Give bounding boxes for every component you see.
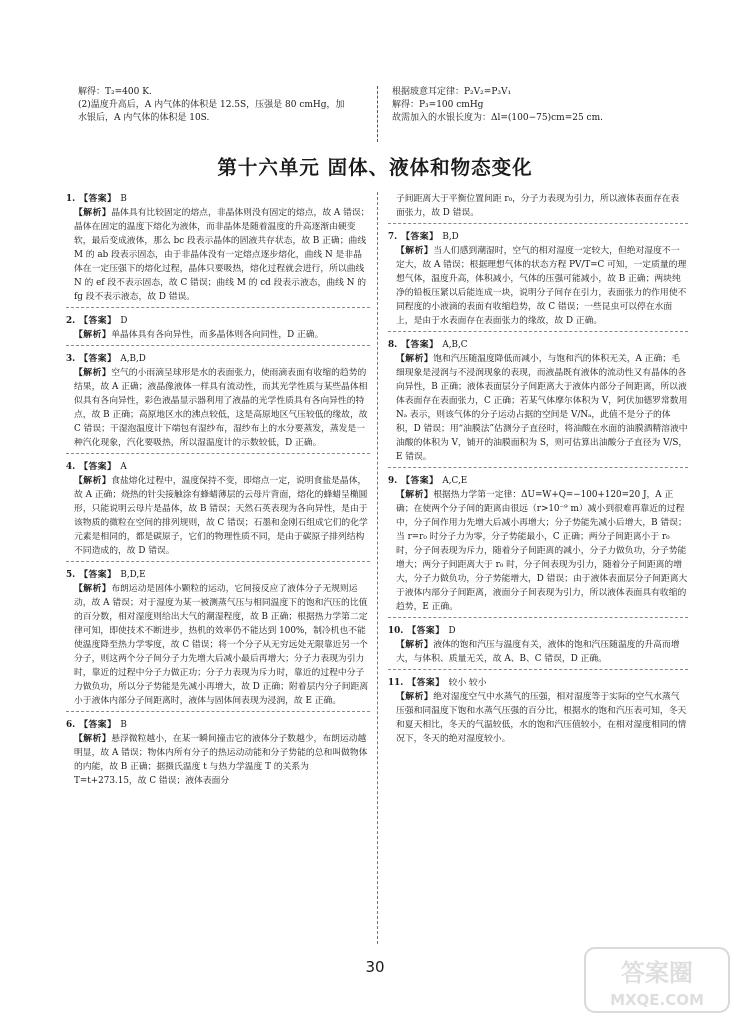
top-left-line: (2)温度升高后，A 内气体的体积是 12.5S，压强是 80 cmHg，加 [78,100,345,111]
watermark-logo-icon [582,945,732,1015]
svg-text:MXQE.COM: MXQE.COM [610,991,704,1009]
item-separator [66,561,370,562]
explanation-tag: 【解析】 [396,692,434,702]
item-number: 5. [66,570,76,580]
explanation-text: 食盐熔化过程中，温度保持不变，即熔点一定，说明食盐是晶体，故 A 正确；烧热的针尖接触涂有蜂蜡薄层的云母片背面，熔化的蜂蜡呈椭圆形，只能说明云母片是晶体，故 B 错误；天然石英表现为各向异性，是由于该物质的微粒在空间的排列规则，故 C 错误；石墨和金刚石组成它们的化学元素是相同的，都是碳原子，它们的物理性质不同，是由于碳原子排列结构不同造成的，故 D 错误。 [74,476,368,556]
answer-item [66,718,370,788]
explanation-tag: 【解析】 [74,208,112,218]
explanation-text: 布朗运动是固体小颗粒的运动，它间接反应了液体分子无规则运动，故 A 错误；对于湿度为某一被测蒸气压与相同温度下的饱和汽压的比值的百分数，相对湿度则给出大气的潮湿程度，故 B 正确；根据热力学第二定律可知，即使技术不断进步，热机的效率仍不能达到 100%，制冷机也不能使温度降至热力学零度，故 C 错误；将一个分子从无穷远处无限靠近另一个分子，则这两个分子间分子力先增大后减小最后再增大；分子力表现为引力时，靠近的过程中分子力做正功；分子力表现为斥力时，靠近的过程中分子力做负功，所以分子势能是先减小再增大，故 D 正确；附着层内分子间距离小于液体内部分子间距离时，液体与固体间表现为浸润，故 E 正确。 [74,584,369,706]
answer-tag: 【答案】 [79,194,117,204]
top-right-line: 解得：P₃=100 cmHg [392,100,484,111]
answer-tag: 【答案】 [79,720,117,730]
answer-item [388,474,688,614]
answer-value: A,C,E [442,476,468,486]
top-right-line: 故需加入的水银长度为：Δl=(100−75)cm=25 cm. [392,113,603,124]
answer-tag: 【答案】 [79,316,117,326]
left-column [66,192,370,788]
explanation-text: 单晶体具有各向异性，而多晶体则各向同性，D 正确。 [111,330,324,340]
top-left-line: 水银后，A 内气体的体积是 10S. [78,113,210,124]
answer-value: D [448,626,456,636]
explanation-tag: 【解析】 [396,354,434,364]
answer-value: D [120,316,128,326]
unit-title: 第十六单元 固体、液体和物态变化 [217,156,533,179]
answer-item [66,352,370,450]
top-left-line: 解得：T₂=400 K. [78,87,152,97]
answer-value: B [120,194,127,204]
answer-tag: 【答案】 [407,678,445,688]
item-separator [388,223,688,224]
explanation-text: 空气的小雨滴呈球形是水的表面张力，使雨滴表面有收缩的趋势的结果，故 A 正确；液晶像液体一样具有流动性，而其光学性质与某些晶体相似具有各向异性，彩色液晶显示器利用了液晶的光学性质具有各向异性的特点，故 B 正确；高原地区水的沸点较低，这是高原地区气压较低的缘故，故 C 错误；干湿泡温度计下端包有湿纱布，湿纱布上的水分要蒸发，蒸发是一种汽化现象，汽化要吸热，所以湿温度计的示数较低，D 正确。 [74,368,368,448]
item-separator [388,617,688,618]
answer-tag: 【答案】 [401,476,439,486]
item-separator [388,669,688,670]
item-number: 6. [66,720,76,730]
explanation-tag: 【解析】 [396,490,434,500]
explanation-text: 液体的饱和汽压与温度有关，液体的饱和汽压随温度的升高而增大，与体积、质量无关，故 A、B、C 错误，D 正确。 [396,640,680,664]
explanation-tag: 【解析】 [74,330,112,340]
top-divider [377,86,378,142]
continued-explanation: 子间距离大于平衡位置间距 r₀，分子力表现为引力，所以液体表面存在表面张力，故 D 错误。 [396,194,680,218]
explanation-tag: 【解析】 [74,734,112,744]
top-left-block [78,86,363,126]
answer-item [388,676,688,746]
item-separator [66,345,370,346]
item-number: 10. [388,626,404,636]
answer-item [66,314,370,342]
answer-item [388,230,688,328]
answer-tag: 【答案】 [401,340,439,350]
explanation-tag: 【解析】 [74,584,112,594]
item-number: 4. [66,462,76,472]
answer-item [66,460,370,558]
explanation-tag: 【解析】 [396,640,434,650]
explanation-text: 晶体具有比较固定的熔点，非晶体则没有固定的熔点，故 A 错误；晶体在固定的温度下熔化为液体，而非晶体是随着温度的升高逐渐由硬变软，最后变成液体，那么 bc 段表示晶体的固液共存状态，故 B 正确；曲线 M 的 ab 段表示固态，由于非晶体没有一定熔点逐步熔化，曲线 N 是非晶体在一定压强下的熔化过程，晶体只要吸热，熔化过程就会进行，所以曲线 N 的 ef 段不表示固态，故 C 错误；曲线 M 的 cd 段表示液态，曲线 N 的 fg 段不表示液态，故 D 错误。 [74,208,370,302]
item-number: 3. [66,354,76,364]
explanation-tag: 【解析】 [74,368,112,378]
item-separator [66,453,370,454]
explanation-text: 悬浮微粒越小，在某一瞬间撞击它的液体分子数越少，布朗运动越明显，故 A 错误；物体内所有分子的热运动动能和分子势能的总和叫做物体的内能，故 B 正确；据摄氏温度 t 与热力学温度 T 的关系为 T=t+273.15，故 C 错误；液体表面分 [74,734,368,786]
item-number: 7. [388,232,398,242]
answer-value: A,B,C [442,340,468,350]
answer-tag: 【答案】 [401,232,439,242]
answer-value: A [120,462,127,472]
top-right-line: 根据玻意耳定律：P₂V₂=P₃V₁ [392,87,512,97]
item-separator [388,331,688,332]
explanation-text: 饱和汽压随温度降低而减小，与饱和汽的体积无关，A 正确；毛细现象是浸润与不浸润现象的表现，而液晶既有液体的流动性又有晶体的各向异性，B 正确；液体表面层分子间距离大于液体内部分子间距离，所以液体表面存在表面张力，C 正确；若某气体摩尔体积为 V，阿伏加德罗常数用 Nₐ 表示，则该气体的分子运动占据的空间是 V/Nₐ，此值不是分子的体积，D 错误；用“油膜法”估测分子直径时，将油酸在水面的油膜酒精溶液中油酸的体积为 V，铺开的油膜面积为 S，则可估算出油酸分子直径为 V/S，E 错误。 [396,354,688,462]
answer-item [66,192,370,304]
answer-item [388,338,688,464]
item-separator [66,711,370,712]
explanation-tag: 【解析】 [74,476,112,486]
answer-value: B [120,720,127,730]
svg-text:答案圈: 答案圈 [621,959,693,987]
column-divider [377,192,378,944]
answer-tag: 【答案】 [79,462,117,472]
page-number: 30 [365,958,385,976]
answer-value: B,D,E [120,570,146,580]
item-number: 2. [66,316,76,326]
item-number: 9. [388,476,398,486]
item-number: 1. [66,194,76,204]
item-separator [388,467,688,468]
answer-value: A,B,D [120,354,146,364]
item-number: 11. [388,678,404,688]
answer-item [66,568,370,708]
answer-tag: 【答案】 [407,626,445,636]
explanation-tag: 【解析】 [396,246,434,256]
item-number: 8. [388,340,398,350]
item-separator [66,307,370,308]
right-column [388,192,688,746]
explanation-text: 绝对湿度空气中水蒸气的压强，相对湿度等于实际的空气水蒸气压强和同温度下饱和水蒸气压强的百分比，根据水的饱和汽压表可知，冬天和夏天相比，冬天的气温较低，水的饱和汽压值较小，在相对湿度相同的情况下，冬天的绝对湿度较小。 [396,692,687,744]
answer-tag: 【答案】 [79,570,117,580]
answer-value: 较小 较小 [448,678,487,688]
top-right-block [392,86,692,126]
explanation-text: 当人们感到潮湿时，空气的相对湿度一定较大，但绝对湿度不一定大，故 A 错误；根据理想气体的状态方程 PV/T=C 可知，一定质量的理想气体，温度升高，体积减小，气体的压强可能减小，故 B 正确；两块纯净的铅板压紧以后能连成一块，说明分子间存在引力，表面张力的作用使不同程度的小液滴的表面有收缩趋势，故 C 错误；一些昆虫可以停在水面上，是由于水表面存在表面张力的缘故，故 D 正确。 [396,246,687,326]
answer-tag: 【答案】 [79,354,117,364]
explanation-text: 根据热力学第一定律：ΔU=W+Q=−100+120=20 J，A 正确；在使两个分子间的距离由很远（r>10⁻⁹ m）减小到很难再靠近的过程中，分子间作用力先增大后减小再增大；分子势能先减小后增大，B 错误；当 r=r₀ 时分子力为零，分子势能最小，C 正确；两分子间距离小于 r₀ 时，分子间表现为斥力，随着分子间距离的减小，分子力做负功，分子势能增大；两分子间距离大于 r₀ 时，分子间表现为引力，随着分子间距离的增大，分子力做负功，分子势能增大，D 错误；由于液体表面层分子间距离大于液体内部分子间距离，液面分子间表现为引力，所以液体表面具有收缩的趋势，E 正确。 [396,490,688,612]
answer-item [388,624,688,666]
answer-value: B,D [442,232,459,242]
